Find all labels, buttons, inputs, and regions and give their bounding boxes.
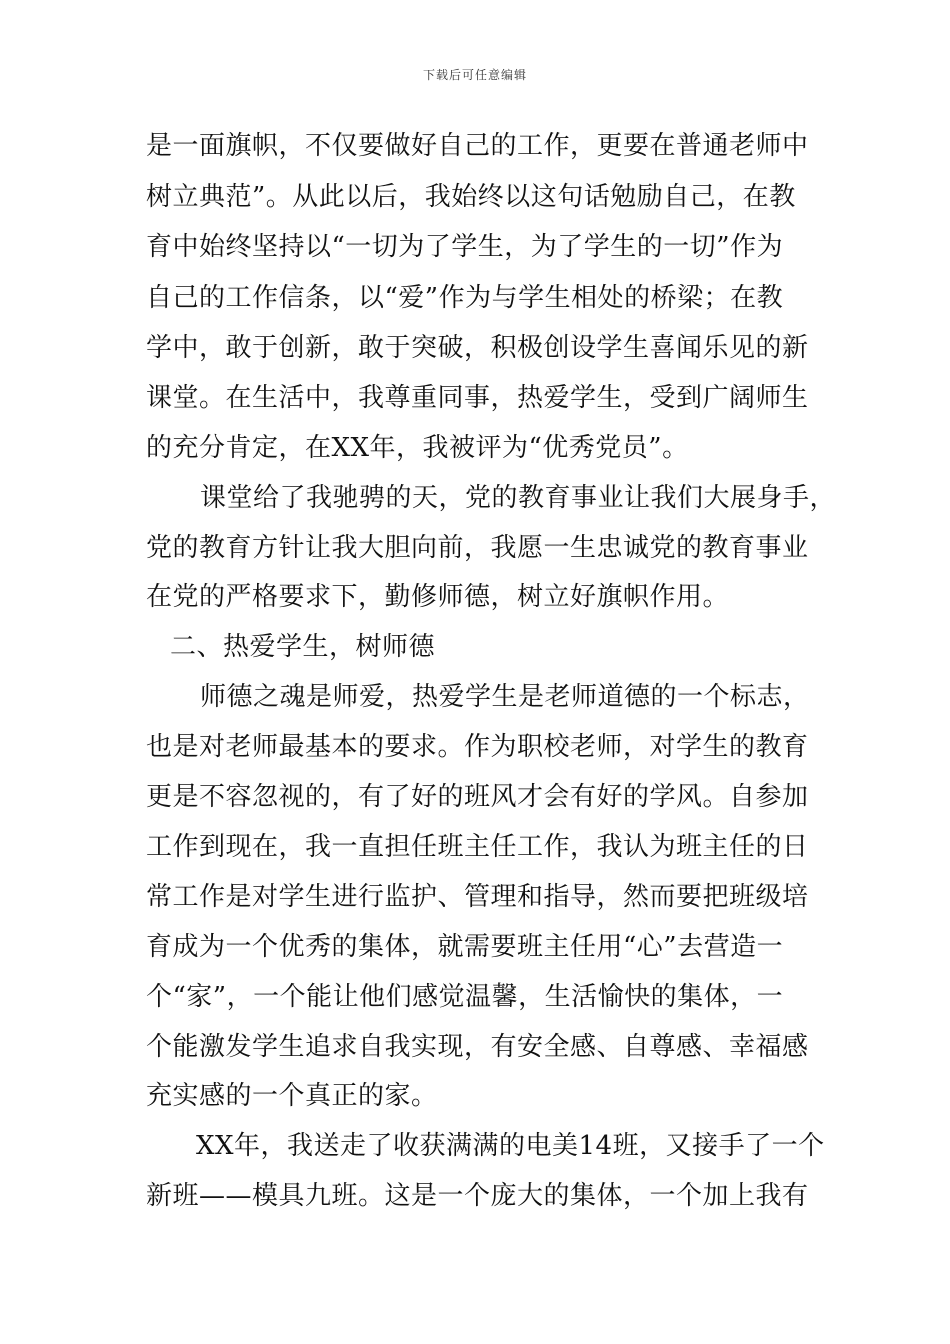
- paragraph-first-line: 课堂给了我驰骋的天，党的教育事业让我们大展身手，: [200, 483, 837, 513]
- text-line: 个能激发学生追求自我实现，有安全感、自尊感、幸福感: [146, 1032, 809, 1062]
- text-line: 是一面旗帜，不仅要做好自己的工作，更要在普通老师中: [146, 131, 809, 161]
- text-line: 党的教育方针让我大胆向前，我愿一生忠诚党的教育事业: [146, 533, 809, 563]
- text-line: 学中，敢于创新，敢于突破，积极创设学生喜闻乐见的新: [146, 333, 809, 363]
- text-line: 新班——模具九班。这是一个庞大的集体，一个加上我有: [146, 1181, 809, 1211]
- paragraph-first-line: XX年，我送走了收获满满的电美14班，又接手了一个: [196, 1131, 825, 1161]
- text-line: 工作到现在，我一直担任班主任工作，我认为班主任的日: [146, 832, 809, 862]
- text-line: 更是不容忽视的，有了好的班风才会有好的学风。自参加: [146, 782, 809, 812]
- page-header: 下载后可任意编辑: [422, 68, 527, 82]
- section-heading: 二、热爱学生，树师德: [170, 632, 436, 662]
- text-line: 树立典范”。从此以后，我始终以这句话勉励自己，在教: [146, 182, 796, 212]
- text-line: 育成为一个优秀的集体，就需要班主任用“心”去营造一: [146, 932, 784, 962]
- text-line: 的充分肯定，在XX年，我被评为“优秀党员”。: [146, 433, 689, 463]
- text-line: 充实感的一个真正的家。: [146, 1081, 438, 1111]
- text-line: 在党的严格要求下，勤修师德，树立好旗帜作用。: [146, 582, 730, 612]
- text-line: 个“家”，一个能让他们感觉温馨，生活愉快的集体，一: [146, 982, 784, 1012]
- text-line: 也是对老师最基本的要求。作为职校老师，对学生的教育: [146, 732, 809, 762]
- text-line: 育中始终坚持以“一切为了学生，为了学生的一切”作为: [146, 232, 784, 262]
- text-line: 常工作是对学生进行监护、管理和指导，然而要把班级培: [146, 882, 809, 912]
- text-line: 课堂。在生活中，我尊重同事，热爱学生，受到广阔师生: [146, 383, 809, 413]
- text-line: 自己的工作信条，以“爱”作为与学生相处的桥梁；在教: [146, 283, 784, 313]
- paragraph-first-line: 师德之魂是师爱，热爱学生是老师道德的一个标志，: [200, 682, 810, 712]
